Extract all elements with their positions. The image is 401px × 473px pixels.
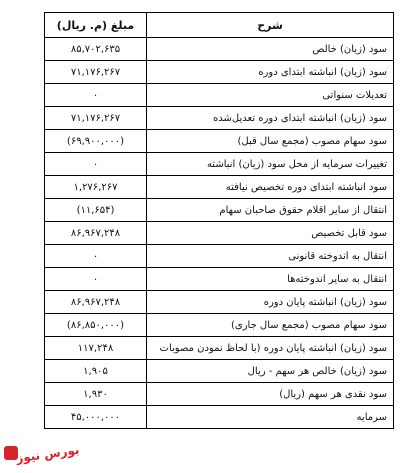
- row-amount: ۴۵,۰۰۰,۰۰۰: [45, 406, 147, 429]
- watermark: بورس نیوز: [15, 442, 81, 466]
- row-amount: ۷۱,۱۷۶,۲۶۷: [45, 61, 147, 84]
- table-row: [45, 176, 394, 199]
- row-amount: ۰: [45, 245, 147, 268]
- table-row: [45, 38, 394, 61]
- table-row: [45, 245, 394, 268]
- table-row: [45, 291, 394, 314]
- row-amount: ۸۶,۹۶۷,۲۴۸: [45, 291, 147, 314]
- row-description: انتقال از سایر اقلام حقوق صاحبان سهام: [147, 199, 394, 222]
- table-row: [45, 406, 394, 429]
- description-column-header: شرح: [147, 13, 394, 38]
- row-description: سود (زیان) انباشته پایان دوره: [147, 291, 394, 314]
- row-description: سود سهام مصوب (مجمع سال قبل): [147, 130, 394, 153]
- row-description: سرمایه: [147, 406, 394, 429]
- amount-column-header: مبلغ (م. ریال): [45, 13, 147, 38]
- table-row: [45, 337, 394, 360]
- table-row: [45, 383, 394, 406]
- row-description: تغییرات سرمایه از محل سود (زیان) انباشته: [147, 153, 394, 176]
- row-amount: ۰: [45, 153, 147, 176]
- row-description: سود قابل تخصیص: [147, 222, 394, 245]
- table-body: [45, 38, 394, 429]
- row-description: سود سهام مصوب (مجمع سال جاری): [147, 314, 394, 337]
- row-amount: ۰: [45, 84, 147, 107]
- row-description: سود (زیان) انباشته ابتدای دوره تعدیل‌شده: [147, 107, 394, 130]
- table-row: [45, 107, 394, 130]
- row-amount: ۰: [45, 268, 147, 291]
- table-row: [45, 360, 394, 383]
- row-description: سود (زیان) انباشته پایان دوره (با لحاظ نمودن مصوبات: [147, 337, 394, 360]
- row-description: سود (زیان) خالص هر سهم - ریال: [147, 360, 394, 383]
- row-amount: (۱۱,۶۵۴): [45, 199, 147, 222]
- row-description: سود (زیان) انباشته ابتدای دوره: [147, 61, 394, 84]
- table-row: [45, 61, 394, 84]
- row-amount: ۸۵,۷۰۲,۶۳۵: [45, 38, 147, 61]
- table-row: [45, 314, 394, 337]
- table-header-row: [45, 13, 394, 38]
- row-description: انتقال به اندوخته قانونی: [147, 245, 394, 268]
- table-row: [45, 153, 394, 176]
- row-amount: ۱۱۷,۲۴۸: [45, 337, 147, 360]
- row-description: تعدیلات سنواتی: [147, 84, 394, 107]
- financial-table: [44, 12, 394, 429]
- row-amount: ۱,۹۳۰: [45, 383, 147, 406]
- table-row: [45, 199, 394, 222]
- table-row: [45, 84, 394, 107]
- row-description: سود انباشته ابتدای دوره تخصیص نیافته: [147, 176, 394, 199]
- table-row: [45, 222, 394, 245]
- row-amount: ۸۶,۹۶۷,۲۴۸: [45, 222, 147, 245]
- row-description: سود (زیان) خالص: [147, 38, 394, 61]
- table-row: [45, 268, 394, 291]
- row-amount: (۸۶,۸۵۰,۰۰۰): [45, 314, 147, 337]
- row-amount: ۱,۲۷۶,۲۶۷: [45, 176, 147, 199]
- row-amount: ۷۱,۱۷۶,۲۶۷: [45, 107, 147, 130]
- table-row: [45, 130, 394, 153]
- row-description: انتقال به سایر اندوخته‌ها: [147, 268, 394, 291]
- row-amount: ۱,۹۰۵: [45, 360, 147, 383]
- row-description: سود نقدی هر سهم (ریال): [147, 383, 394, 406]
- row-amount: (۶۹,۹۰۰,۰۰۰): [45, 130, 147, 153]
